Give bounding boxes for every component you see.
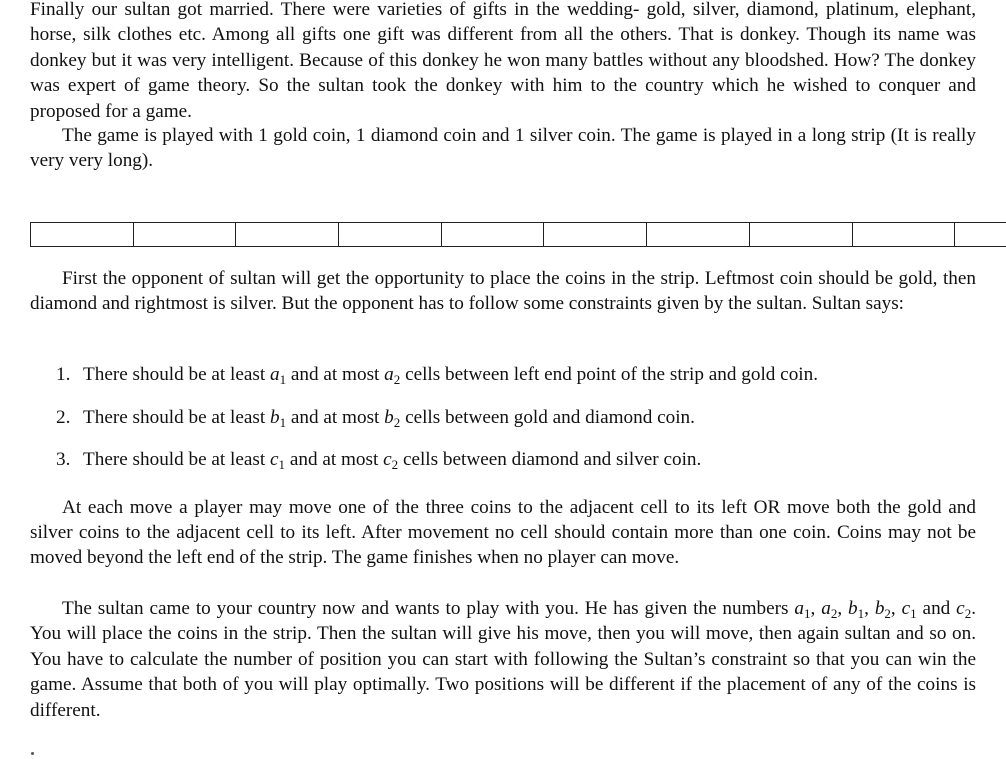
strip-cell (543, 223, 646, 246)
strip-cell (749, 223, 852, 246)
strip-cell (235, 223, 338, 246)
strip-cell (133, 223, 236, 246)
paragraph-move-rules: At each move a player may move one of the three coins to the adjacent cell to its left OR move both the gold and silver coins to the adjacent cell to its left. After movement no cell should contain more than one coin. Coins may not be moved beyond the left end of the strip. The game finishes when no player can move. (30, 496, 976, 569)
list-number: 1. (56, 364, 71, 385)
constraint-list (30, 362, 976, 490)
constraint-item: 1. There should be at least $a_1$ and at most $a_2$ cells between left end point of the strip and gold coin. (56, 364, 819, 387)
strip-cell (338, 223, 441, 246)
strip-cell (441, 223, 544, 246)
constraint-item: 3. There should be at least $c_1$ and at most $c_2$ cells between diamond and silver coin. (56, 449, 702, 472)
strip-cell (30, 223, 133, 246)
paragraph-placement-rules: First the opponent of sultan will get the opportunity to place the coins in the strip. Leftmost coin should be gold, then diamond and rightmost is silver. But the opponent has to follow some constraints given by the sultan. Sultan says: (30, 268, 976, 315)
strip-cell (852, 223, 955, 246)
list-number: 3. (56, 449, 71, 470)
page-edge-mark (31, 752, 34, 755)
paragraph-task: The sultan came to your country now and wants to play with you. He has given the numbers $a_1$, $a_2$, $b_1$, $b_2$, $c_1$ and $c_2$. You will place the coins in the strip. Then the sultan will give his move, then you will move, then again sultan and so on. You have to calculate the number of position you can start with following the Sultan’s constraint so that you can win the game. Assume that both of you will play optimally. Two positions will be different if the placement of any of the coins is different. (30, 598, 976, 721)
constraint-item: 2. There should be at least $b_1$ and at most $b_2$ cells between gold and diamond coin. (56, 406, 695, 430)
coin-strip-figure (30, 222, 1006, 247)
strip-cell (646, 223, 749, 246)
strip-cell (954, 223, 1006, 246)
list-number: 2. (56, 406, 71, 428)
paragraph-game-setup: The game is played with 1 gold coin, 1 diamond coin and 1 silver coin. The game is played in a long strip (It is really very very long). (30, 124, 976, 171)
paragraph-intro: Finally our sultan got married. There were varieties of gifts in the wedding- gold, silver, diamond, platinum, elephant, horse, silk clothes etc. Among all gifts one gift was different from all the others. That is donkey. Though its name was donkey but it was very intelligent. Because of this donkey he won many battles without any bloodshed. How? The donkey was expert of game theory. So the sultan took the donkey with him to the country which he wished to conquer and proposed for a game. (30, 0, 976, 122)
